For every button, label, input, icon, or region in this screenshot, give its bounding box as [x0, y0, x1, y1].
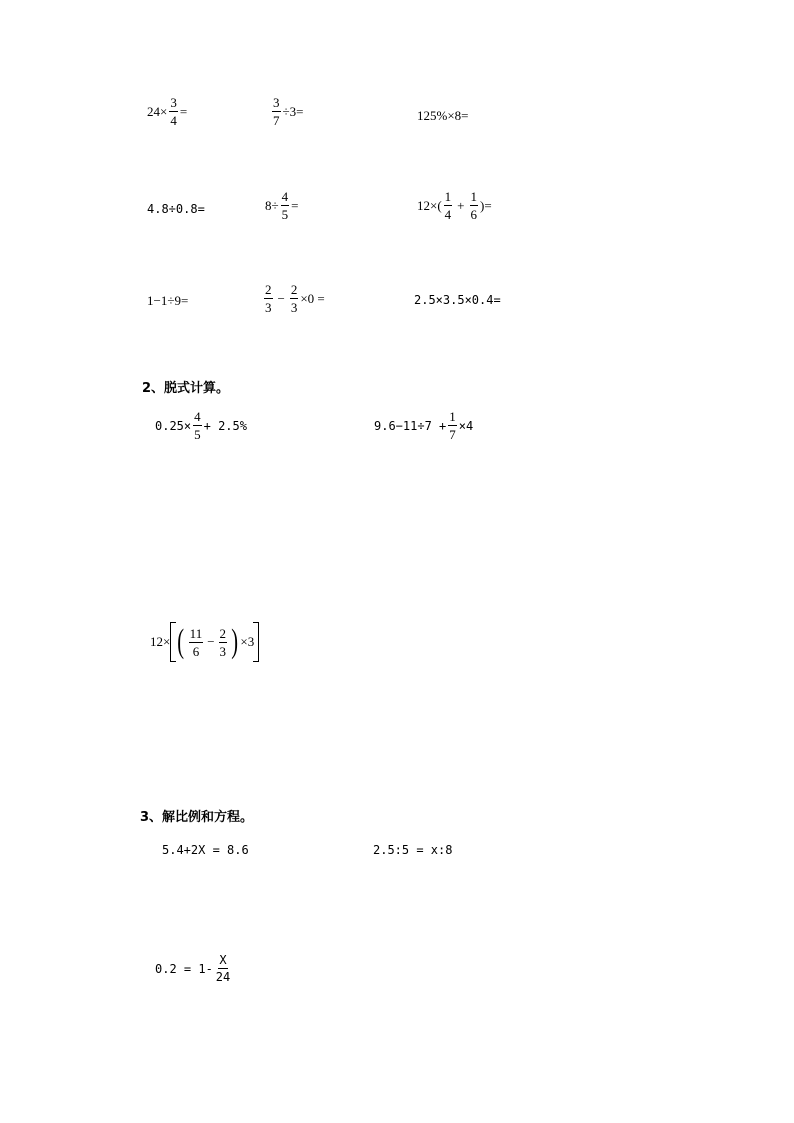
- expr-prefix: 8÷: [265, 197, 279, 213]
- equation-0-2-eq-1-minus-x-24: [155, 954, 233, 983]
- section-3-heading: 3、解比例和方程。: [140, 810, 254, 825]
- section-2-heading: 2、脱式计算。: [142, 381, 230, 396]
- expr-suffix: =: [179, 103, 188, 119]
- problem-12-times-sum: [417, 190, 492, 221]
- expr-suffix: )=: [480, 197, 492, 213]
- problem-4-8-div-0-8: [147, 202, 205, 216]
- expr-text: 5.4+2X = 8.6: [162, 843, 249, 857]
- fraction: $\frac{1}{6}$: [470, 189, 478, 222]
- expr-suffix: =: [291, 197, 299, 213]
- expr-suffix: + 2.5%: [203, 418, 247, 433]
- expr-prefix: 9.6−11÷7 +: [374, 418, 447, 433]
- expr-prefix: 24×: [147, 103, 168, 119]
- problem-2-5-times-3-5-times-0-4: [414, 293, 501, 307]
- fraction: $\frac{2}{3}$: [265, 282, 272, 315]
- expr-prefix: 0.2 = 1-: [155, 961, 213, 976]
- problem-24-times-3-4: [147, 96, 187, 127]
- operator: −: [207, 634, 215, 649]
- problem-1-minus-1-div-9: [147, 293, 188, 309]
- problem-2-3-minus-2-3-times-0: [262, 283, 325, 314]
- expr-text: 4.8÷0.8=: [147, 202, 205, 216]
- fraction: $\frac{1}{4}$: [444, 189, 452, 222]
- expr-prefix: 12×: [150, 634, 171, 649]
- equation-5-4-plus-2x: [162, 843, 249, 857]
- operator: −: [277, 290, 285, 306]
- equation-proportion: [373, 843, 452, 857]
- expr-suffix: ÷3=: [282, 103, 304, 119]
- square-bracket: [170, 622, 259, 662]
- fraction: $\frac{2}{3}$: [290, 282, 298, 315]
- fraction: $\frac{1}{7}$: [449, 409, 456, 442]
- fraction: $\frac{3}{4}$: [170, 95, 177, 128]
- expr-text: 2.5:5 = x:8: [373, 843, 453, 857]
- expr-text: 1−1÷9=: [147, 293, 189, 308]
- expr-prefix: 12×(: [417, 197, 442, 213]
- problem-9-6-minus-11-div-7: [374, 410, 473, 441]
- right-paren: ): [231, 623, 239, 660]
- problem-3-7-div-3: [270, 96, 303, 127]
- expr-suffix: ×4: [458, 418, 474, 433]
- expr-text: 2.5×3.5×0.4=: [414, 293, 501, 307]
- fraction: $\frac{11}{6}$: [189, 625, 203, 659]
- problem-0-25-times-4-5: [155, 410, 247, 441]
- expr-text: 125%×8=: [417, 108, 469, 123]
- expr-mul: ×3: [240, 634, 255, 649]
- left-paren: (: [177, 623, 185, 660]
- fraction: $\frac{4}{5}$: [281, 189, 289, 222]
- expr-prefix: 0.25×: [155, 418, 192, 433]
- expr-suffix: ×0 =: [300, 290, 325, 306]
- operator: +: [457, 197, 465, 213]
- problem-125pct-times-8: [417, 108, 469, 124]
- fraction: $\frac{4}{5}$: [194, 409, 201, 442]
- problem-8-div-4-5: [265, 190, 298, 221]
- fraction: $\frac{3}{7}$: [273, 95, 280, 128]
- fraction: $\frac{2}{3}$: [219, 625, 227, 659]
- problem-12-times-bracket: [150, 622, 259, 662]
- fraction: $\frac{X}{24}$: [215, 953, 231, 984]
